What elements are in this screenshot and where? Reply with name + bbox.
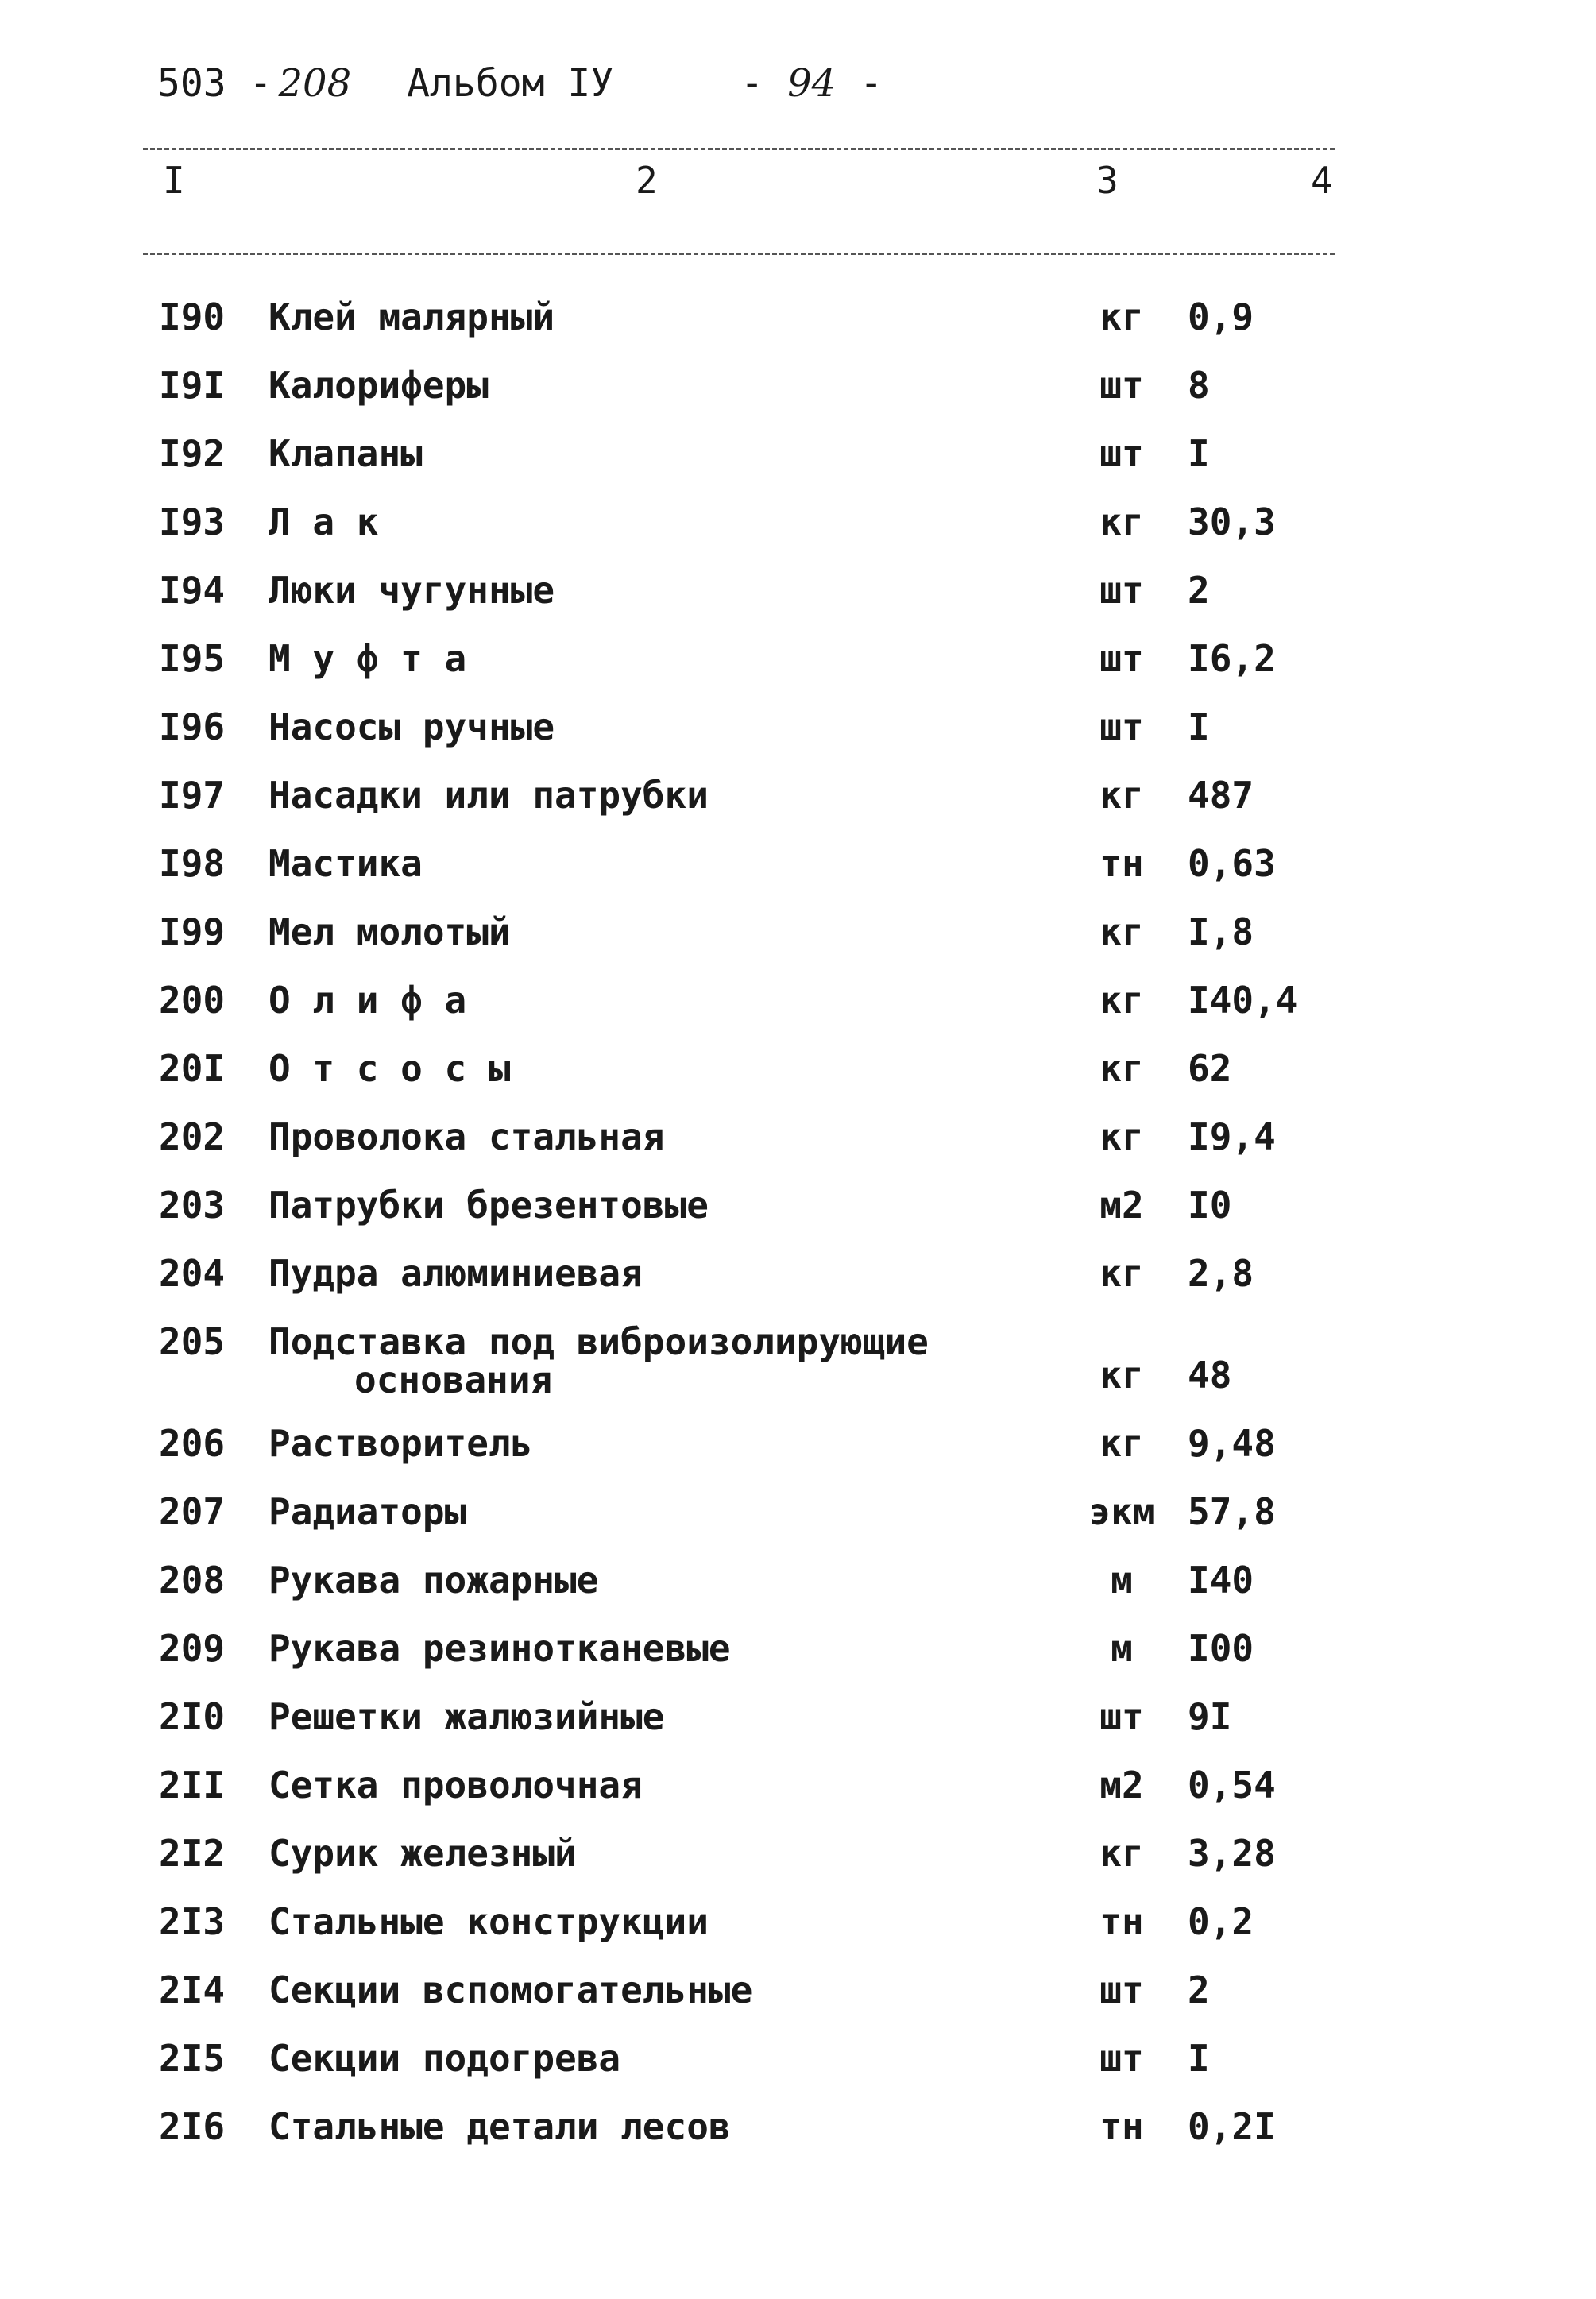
row-number: I94: [159, 569, 226, 612]
row-number: 2I4: [159, 1969, 226, 2011]
page-number: 94: [787, 61, 837, 106]
table-row: [0, 1422, 1596, 1490]
material-name: Растворитель: [269, 1422, 533, 1465]
table-row: [0, 432, 1596, 500]
table-row: [0, 910, 1596, 979]
column-header-3: 3: [1096, 159, 1119, 202]
table-row: [0, 1900, 1596, 1969]
table-row: [0, 2037, 1596, 2105]
material-name-line-2: основания: [354, 1358, 553, 1401]
table-row: [0, 1047, 1596, 1115]
unit-of-measure: м2: [1099, 1184, 1144, 1227]
unit-of-measure: шт: [1099, 432, 1144, 475]
quantity: I9,4: [1188, 1115, 1276, 1158]
row-number: 2II: [159, 1764, 226, 1806]
row-number: 206: [159, 1422, 226, 1465]
row-number: 204: [159, 1252, 226, 1295]
quantity: I00: [1188, 1627, 1254, 1670]
quantity: 2,8: [1188, 1252, 1254, 1295]
quantity: 8: [1188, 364, 1210, 407]
quantity: 3,28: [1188, 1832, 1276, 1875]
table-row: [0, 364, 1596, 432]
row-number: I97: [159, 774, 226, 817]
material-name: Стальные детали лесов: [269, 2105, 731, 2148]
material-name: М у ф т а: [269, 637, 467, 680]
quantity: 57,8: [1188, 1490, 1276, 1533]
material-name: Насосы ручные: [269, 705, 555, 748]
material-name: Рукава пожарные: [269, 1559, 599, 1602]
unit-of-measure: шт: [1099, 1969, 1144, 2011]
material-name: Решетки жалюзийные: [269, 1695, 665, 1738]
table-row: [0, 296, 1596, 364]
row-number: 203: [159, 1184, 226, 1227]
materials-table: [0, 296, 1596, 2173]
quantity: 487: [1188, 774, 1254, 817]
table-row: [0, 1969, 1596, 2037]
table-row: [0, 1764, 1596, 1832]
unit-of-measure: кг: [1099, 1047, 1144, 1090]
material-name: Сурик железный: [269, 1832, 577, 1875]
material-name: Клей малярный: [269, 296, 555, 338]
material-name: Секции вспомогательные: [269, 1969, 753, 2011]
column-header-1: I: [163, 159, 185, 202]
material-name: О т с о с ы: [269, 1047, 511, 1090]
unit-of-measure: кг: [1099, 500, 1144, 543]
row-number: 205: [159, 1320, 226, 1363]
quantity: 0,54: [1188, 1764, 1276, 1806]
row-number: 2I2: [159, 1832, 226, 1875]
unit-of-measure: тн: [1099, 1900, 1144, 1943]
row-number: 2I5: [159, 2037, 226, 2080]
material-name: Пудра алюминиевая: [269, 1252, 643, 1295]
row-number: I9I: [159, 364, 226, 407]
unit-of-measure: кг: [1099, 296, 1144, 338]
quantity: 0,2I: [1188, 2105, 1276, 2148]
material-name: Рукава резинотканевые: [269, 1627, 731, 1670]
row-number: I93: [159, 500, 226, 543]
table-row: [0, 1627, 1596, 1695]
unit-of-measure: шт: [1099, 637, 1144, 680]
quantity: I40,4: [1188, 979, 1298, 1022]
album-label: Альбом IУ: [407, 61, 614, 106]
quantity: I: [1188, 2037, 1210, 2080]
row-number: I90: [159, 296, 226, 338]
table-row: [0, 637, 1596, 705]
unit-of-measure: кг: [1099, 1115, 1144, 1158]
unit-of-measure: шт: [1099, 364, 1144, 407]
quantity: 48: [1188, 1354, 1232, 1397]
quantity: 0,2: [1188, 1900, 1254, 1943]
unit-of-measure: шт: [1099, 705, 1144, 748]
unit-of-measure: кг: [1099, 910, 1144, 953]
material-name: О л и ф а: [269, 979, 467, 1022]
table-row: [0, 1320, 1596, 1422]
material-name-line-1: Подставка под виброизолирующие: [269, 1320, 929, 1363]
table-row: [0, 1184, 1596, 1252]
unit-of-measure: кг: [1099, 1832, 1144, 1875]
document-code-handwritten: 208: [278, 61, 352, 106]
material-name: Люки чугунные: [269, 569, 555, 612]
unit-of-measure: шт: [1099, 2037, 1144, 2080]
row-number: I96: [159, 705, 226, 748]
table-row: [0, 1115, 1596, 1184]
row-number: 2I3: [159, 1900, 226, 1943]
unit-of-measure: тн: [1099, 2105, 1144, 2148]
material-name: Стальные конструкции: [269, 1900, 709, 1943]
quantity: I,8: [1188, 910, 1254, 953]
material-name: Калориферы: [269, 364, 489, 407]
page-number-dash-left: -: [740, 61, 764, 106]
unit-of-measure: тн: [1099, 842, 1144, 885]
row-number: 208: [159, 1559, 226, 1602]
quantity: I40: [1188, 1559, 1254, 1602]
unit-of-measure: шт: [1099, 569, 1144, 612]
table-row: [0, 979, 1596, 1047]
quantity: 0,9: [1188, 296, 1254, 338]
material-name: Патрубки брезентовые: [269, 1184, 709, 1227]
quantity: 9I: [1188, 1695, 1232, 1738]
unit-of-measure: экм: [1088, 1490, 1155, 1533]
unit-of-measure: кг: [1099, 1422, 1144, 1465]
page-number-dash-right: -: [860, 61, 883, 106]
document-code: 503 -: [157, 61, 272, 106]
table-row: [0, 842, 1596, 910]
table-row: [0, 2105, 1596, 2173]
unit-of-measure: кг: [1099, 1354, 1144, 1397]
row-number: 207: [159, 1490, 226, 1533]
table-top-rule: [143, 148, 1335, 150]
table-row: [0, 1695, 1596, 1764]
material-name: Сетка проволочная: [269, 1764, 643, 1806]
unit-of-measure: кг: [1099, 979, 1144, 1022]
unit-of-measure: м: [1111, 1559, 1133, 1602]
material-name: Л а к: [269, 500, 379, 543]
table-row: [0, 1832, 1596, 1900]
quantity: I: [1188, 705, 1210, 748]
table-row: [0, 1252, 1596, 1320]
unit-of-measure: м2: [1099, 1764, 1144, 1806]
row-number: I99: [159, 910, 226, 953]
row-number: 200: [159, 979, 226, 1022]
table-header-rule: [143, 253, 1335, 255]
quantity: I6,2: [1188, 637, 1276, 680]
row-number: I95: [159, 637, 226, 680]
material-name: Мел молотый: [269, 910, 511, 953]
row-number: 2I0: [159, 1695, 226, 1738]
quantity: 62: [1188, 1047, 1232, 1090]
material-name: Радиаторы: [269, 1490, 467, 1533]
table-row: [0, 774, 1596, 842]
unit-of-measure: м: [1111, 1627, 1133, 1670]
unit-of-measure: шт: [1099, 1695, 1144, 1738]
quantity: I: [1188, 432, 1210, 475]
material-name: Насадки или патрубки: [269, 774, 709, 817]
unit-of-measure: кг: [1099, 1252, 1144, 1295]
quantity: 30,3: [1188, 500, 1276, 543]
column-header-2: 2: [636, 159, 658, 202]
quantity: 9,48: [1188, 1422, 1276, 1465]
table-row: [0, 1490, 1596, 1559]
quantity: 2: [1188, 569, 1210, 612]
material-name: Мастика: [269, 842, 423, 885]
row-number: 209: [159, 1627, 226, 1670]
page-header: [157, 56, 952, 111]
table-row: [0, 1559, 1596, 1627]
table-row: [0, 569, 1596, 637]
table-row: [0, 705, 1596, 774]
table-row: [0, 500, 1596, 569]
material-name: [269, 1320, 929, 1401]
row-number: I92: [159, 432, 226, 475]
row-number: I98: [159, 842, 226, 885]
quantity: 2: [1188, 1969, 1210, 2011]
row-number: 2I6: [159, 2105, 226, 2148]
quantity: 0,63: [1188, 842, 1276, 885]
material-name: Клапаны: [269, 432, 423, 475]
quantity: I0: [1188, 1184, 1232, 1227]
row-number: 20I: [159, 1047, 226, 1090]
column-header-4: 4: [1311, 159, 1333, 202]
unit-of-measure: кг: [1099, 774, 1144, 817]
row-number: 202: [159, 1115, 226, 1158]
material-name: Секции подогрева: [269, 2037, 621, 2080]
material-name: Проволока стальная: [269, 1115, 665, 1158]
